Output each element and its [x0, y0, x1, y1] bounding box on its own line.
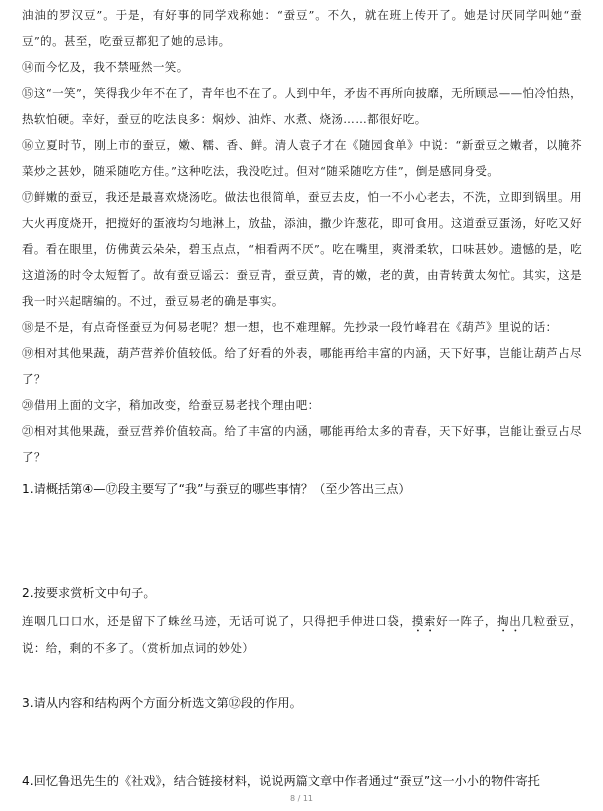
paragraph-20: ⑳借用上面的文字，稍加改变，给蚕豆易老找个理由吧： [22, 398, 320, 412]
dotted-word-mosuo: 摸索 [411, 614, 437, 628]
paragraph-13-continued: 油油的罗汉豆”。于是，有好事的同学戏称她：“蚕豆”。不久，就在班上传开了。她是讨厌同学叫她“蚕豆”的。甚至，吃蚕豆都犯了她的忌讳。 [22, 8, 582, 48]
question-4: 4.回忆鲁迅先生的《社戏》，结合链接材料，说说两篇文章中作者通过“蚕豆”这一小小的物件寄托 [22, 774, 540, 788]
question-2-quoted-sentence [22, 608, 582, 661]
question-3: 3.请从内容和结构两个方面分析选文第⑫段的作用。 [22, 696, 302, 710]
quoted-sentence-part-b: 好一阵子， [436, 614, 498, 628]
paragraph-21: ㉑相对其他果蔬，蚕豆营养价值较高。给了丰富的内涵，哪能再给太多的青春，天下好事，岂能让蚕豆占尽了？ [22, 424, 582, 464]
paragraph-14: ⑭而今忆及，我不禁哑然一笑。 [22, 60, 189, 74]
quoted-sentence-part-a: 连咽几口口水，还是留下了蛛丝马迹，无话可说了，只得把手伸进口袋， [22, 614, 412, 628]
question-1: 1.请概括第④—⑰段主要写了“我”与蚕豆的哪些事情？（至少答出三点） [22, 482, 411, 496]
paragraph-18: ⑱是不是，有点奇怪蚕豆为何易老呢？想一想，也不难理解。先抄录一段竹峰君在《葫芦》里说的话： [22, 320, 558, 334]
paragraph-19: ⑲相对其他果蔬，葫芦营养价值较低。给了好看的外表，哪能再给丰富的内涵，天下好事，岂能让葫芦占尽了？ [22, 346, 582, 386]
paragraph-16: ⑯立夏时节，刚上市的蚕豆，嫩、糯、香、鲜。清人袁子才在《随园食单》中说：“新蚕豆之嫩者，以腌芥菜炒之甚妙，随采随吃方佳。”这种吃法，我没吃过。但对“随采随吃方佳”，倒是感同身受。 [22, 138, 582, 178]
dotted-word-taochu: 掏出 [497, 614, 522, 628]
quoted-sentence-part-c: 几粒蚕豆，说：给，剩的不多了。（赏析加点词的妙处） [22, 614, 582, 655]
question-2: 2.按要求赏析文中句子。 [22, 586, 156, 600]
paragraph-15: ⑮这“一笑”，笑得我少年不在了，青年也不在了。人到中年，矛齿不再所向披靡，无所顾忌——怕冷怕热，热软怕硬。幸好，蚕豆的吃法良多：焖炒、油炸、水煮、烧汤……都很好吃。 [22, 86, 582, 126]
page-number: 8 / 11 [289, 794, 314, 803]
paragraph-17: ⑰鲜嫩的蚕豆，我还是最喜欢烧汤吃。做法也很简单，蚕豆去皮，怕一不小心老去，不洗，立即到锅里。用大火再度烧开，把搅好的蛋液均匀地淋上，放盐，添油，撒少许葱花，即可食用。这道蚕豆蛋汤，好吃又好看。看在眼里，仿佛黄云朵朵，碧玉点点，“相看两不厌”。吃在嘴里，爽滑柔软，口味甚妙。遗憾的是，吃这道汤的时令太短暂了。故有蚕豆谣云：蚕豆青，蚕豆黄，青的嫩，老的黄，由青转黄太匆忙。其实，这是我一时兴起瞎编的。不过，蚕豆易老的确是事实。 [22, 190, 582, 308]
